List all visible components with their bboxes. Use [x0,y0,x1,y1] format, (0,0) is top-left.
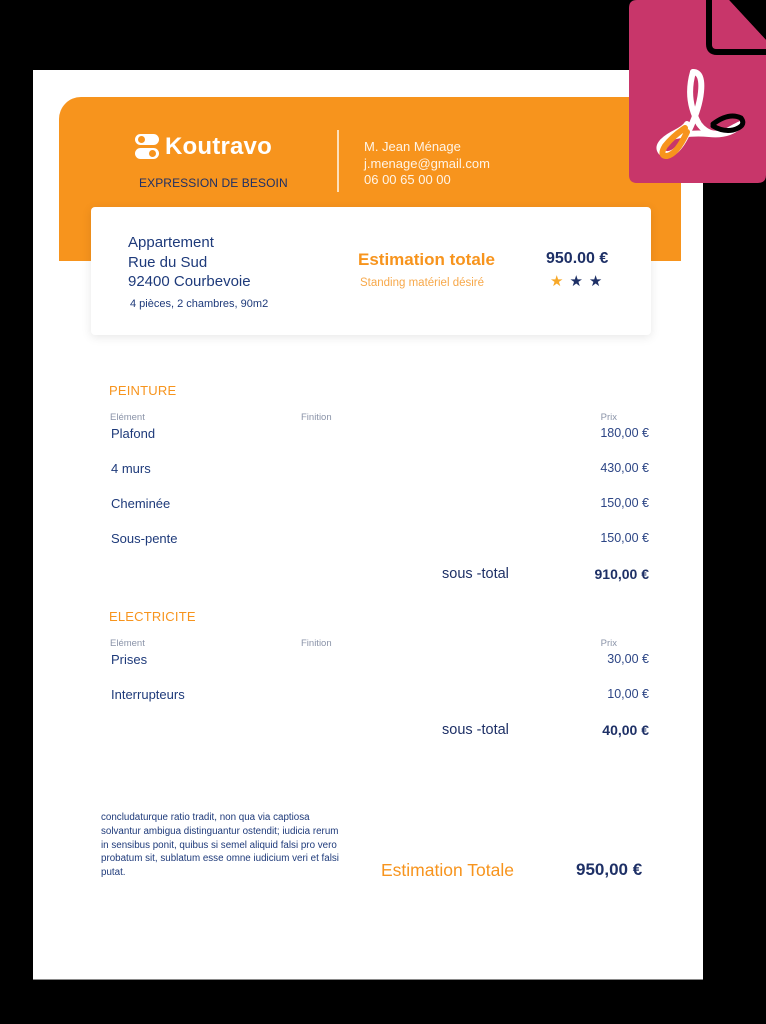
star-icon: ★ [588,273,603,290]
header-divider [337,130,339,192]
final-total-label: Estimation Totale [381,860,514,880]
item-price: 150,00 € [600,496,649,510]
quote-document-page [33,70,703,979]
item-price: 30,00 € [607,652,649,666]
star-icon: ★ [550,273,564,290]
column-finition: Finition [301,412,332,423]
item-name: Interrupteurs [111,687,185,702]
item-name: 4 murs [111,461,151,476]
standing-rating [550,274,602,290]
column-element: Elément [110,638,145,649]
item-name: Sous-pente [111,531,178,546]
column-headers [109,412,649,426]
final-total-value: 950,00 € [576,860,643,879]
table-row [109,496,649,531]
toggle-logo-icon [135,134,159,160]
subtotal-label: sous -total [442,566,509,582]
column-prix: Prix [600,412,617,423]
table-row [109,531,649,566]
summary-card [91,207,651,335]
property-city: 92400 Courbevoie [128,273,251,290]
column-prix: Prix [600,638,617,649]
subtotal-value: 40,00 € [602,722,649,738]
item-price: 180,00 € [600,426,649,440]
item-name: Cheminée [111,496,171,511]
section-title: PEINTURE [109,383,177,398]
item-price: 10,00 € [607,687,649,701]
table-row [109,426,649,461]
subtotal-label: sous -total [442,722,509,738]
client-phone: 06 00 65 00 00 [364,172,451,187]
table-row [109,652,649,687]
item-name: Prises [111,652,148,667]
brand-name: Koutravo [165,133,272,160]
property-details: 4 pièces, 2 chambres, 90m2 [130,297,269,310]
property-address [128,233,268,314]
subtotal-row [109,566,649,596]
footer-note: concludaturque ratio tradit, non qua via captiosa solvantur ambigua distinguantur ostendit; iudicia rerum in sensibus ponit, quibus si semel aliquid falsi pro vero probatum sit, sublatum esse omne iudicium veri et falsi putat. [101,812,339,879]
section-electricite [109,609,649,752]
subtotal-row [109,722,649,752]
table-row [109,687,649,722]
property-type: Appartement [128,234,214,251]
subtotal-value: 910,00 € [594,566,649,582]
table-row [109,461,649,496]
section-peinture [109,383,649,596]
client-contact [364,139,490,189]
item-price: 430,00 € [600,461,649,475]
column-headers [109,638,649,652]
section-title: ELECTRICITE [109,609,196,624]
column-element: Elément [110,412,145,423]
star-icon: ★ [569,273,583,290]
estimate-amount: 950.00 € [546,250,609,267]
client-email[interactable]: j.menage@gmail.com [364,155,490,171]
document-type: EXPRESSION DE BESOIN [139,176,288,190]
estimate-label: Estimation totale [358,250,495,269]
client-name: M. Jean Ménage [364,139,461,154]
standing-label: Standing matériel désiré [360,277,485,289]
column-finition: Finition [301,638,332,649]
brand-logo [135,133,272,161]
item-name: Plafond [111,426,156,441]
pdf-file-icon[interactable] [629,0,766,183]
property-street: Rue du Sud [128,253,208,271]
item-price: 150,00 € [600,531,649,545]
